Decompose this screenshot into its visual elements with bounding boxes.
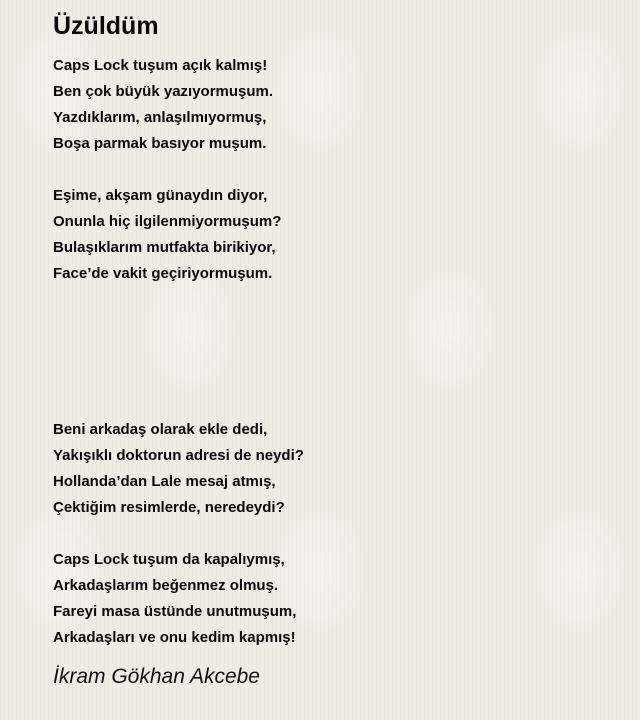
poem-line: Eşime, akşam günaydın diyor,	[53, 187, 268, 204]
poem-line: Arkadaşları ve onu kedim kapmış!	[53, 629, 296, 646]
poem-line: Yakışıklı doktorun adresi de neydi?	[53, 447, 304, 464]
stanza-2	[53, 183, 613, 287]
poem-line: Hollanda’dan Lale mesaj atmış,	[53, 473, 276, 490]
poem-author: İkram Gökhan Akcebe	[53, 665, 260, 688]
poem-line: Bulaşıklarım mutfakta birikiyor,	[53, 239, 276, 256]
poem-line: Caps Lock tuşum açık kalmış!	[53, 57, 268, 74]
poem-line: Fareyi masa üstünde unutmuşum,	[53, 603, 297, 620]
stanza-4	[53, 547, 613, 651]
poem-line: Beni arkadaş olarak ekle dedi,	[53, 421, 268, 438]
poem-line: Caps Lock tuşum da kapalıymış,	[53, 551, 285, 568]
poem-title: Üzüldüm	[53, 12, 159, 40]
stanza-3	[53, 417, 613, 521]
stanza-1	[53, 53, 613, 157]
poem-line: Çektiğim resimlerde, neredeydi?	[53, 499, 285, 516]
poem-line: Arkadaşlarım beğenmez olmuş.	[53, 577, 279, 594]
poem-line: Yazdıklarım, anlaşılmıyormuş,	[53, 109, 267, 126]
poem-page	[53, 0, 613, 690]
poem-line: Boşa parmak basıyor muşum.	[53, 135, 267, 152]
poem-line: Ben çok büyük yazıyormuşum.	[53, 83, 274, 100]
poem-line: Onunla hiç ilgilenmiyormuşum?	[53, 213, 282, 230]
poem-line: Face’de vakit geçiriyormuşum.	[53, 265, 273, 282]
